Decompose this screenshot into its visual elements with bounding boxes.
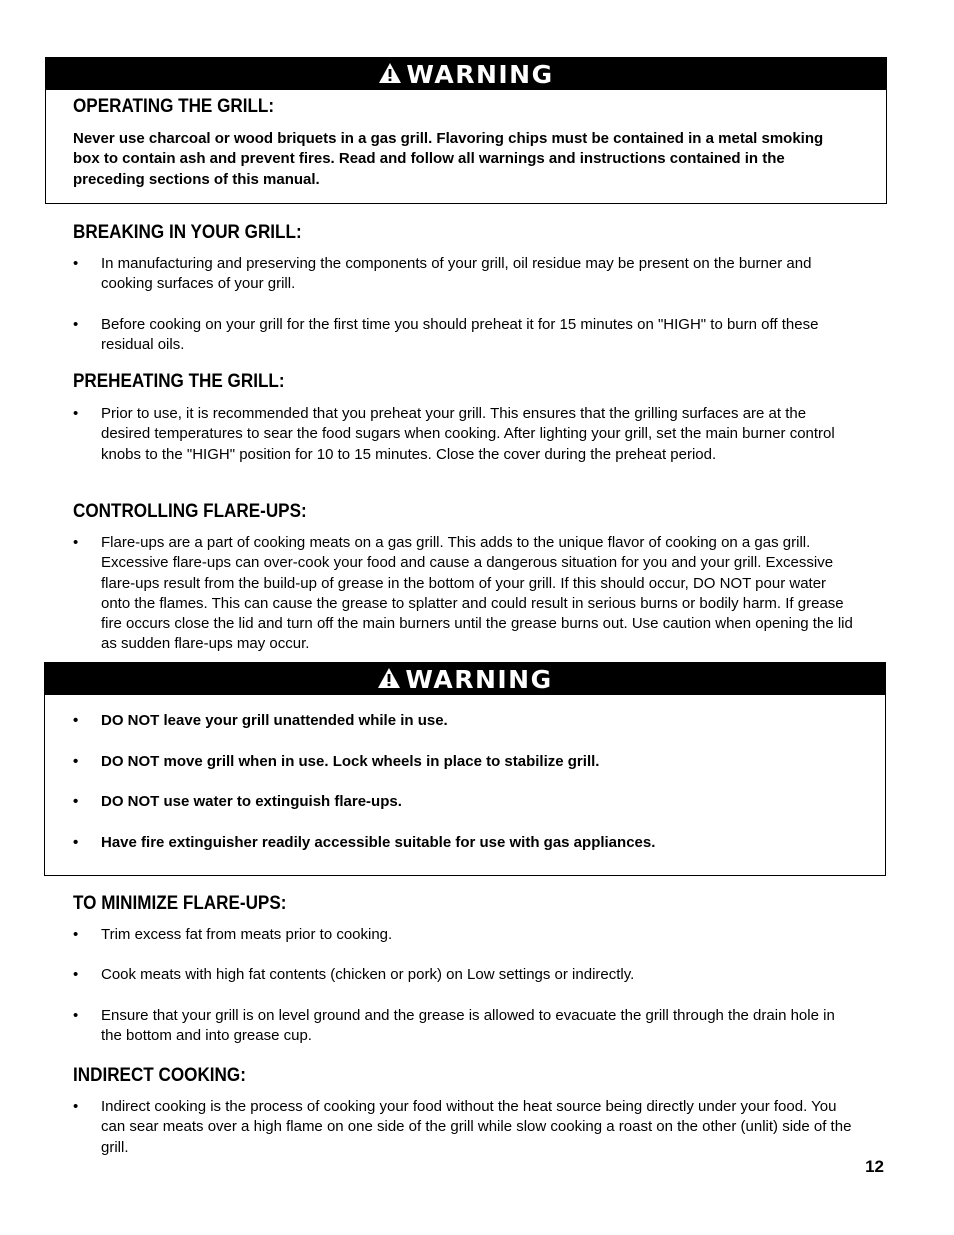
list-item [73,965,853,985]
operating-text: Never use charcoal or wood briquets in a gas grill. Flavoring chips must be contained in a metal smoking box to contain ash and prevent fires. Read and follow all warnings and instructions contained in the preceding sections of this manual. [73,130,824,188]
bullet-text: Have fire extinguisher readily accessible suitable for use with gas appliances. [101,834,656,851]
warning-triangle-icon [378,62,402,84]
indirect-heading: INDIRECT COOKING: [73,1065,246,1086]
bullet-icon: • [73,1007,79,1024]
bullet-icon: • [73,926,79,943]
bullet-text: Prior to use, it is recommended that you preheat your grill. This ensures that the grilling surfaces are at the desired temperatures to sear the food sugars when cooking. After lighting your grill, set the main burner control knobs to the "HIGH" position for 10 to 15 minutes. Close the cover during the preheat period. [101,405,835,463]
minimize-heading: TO MINIMIZE FLARE-UPS: [73,893,287,914]
bullet-text: Cook meats with high fat contents (chicken or pork) on Low settings or indirectly. [101,966,635,983]
bullet-icon: • [73,405,79,422]
bullet-icon: • [73,255,79,272]
bullet-text: Ensure that your grill is on level ground and the grease is allowed to evacuate the grill through the drain hole in the bottom and into grease cup. [101,1007,835,1045]
list-item [73,1006,853,1047]
bullet-icon: • [73,712,79,729]
warning-banner [45,663,885,695]
bullet-text: DO NOT move grill when in use. Lock wheels in place to stabilize grill. [101,753,600,770]
bullet-icon: • [73,966,79,983]
warning-triangle-icon [377,667,401,689]
list-item [73,833,853,853]
flareups-heading: CONTROLLING FLARE-UPS: [73,501,307,522]
bullet-text: DO NOT use water to extinguish flare-ups. [101,793,402,810]
operating-heading: OPERATING THE GRILL: [73,96,275,117]
page-number: 12 [865,1157,884,1176]
bullet-icon: • [73,793,79,810]
bullet-icon: • [73,534,79,551]
bullet-icon: • [73,1098,79,1115]
bullet-text: Before cooking on your grill for the first time you should preheat it for 15 minutes on "HIGH" to burn off these residual oils. [101,316,819,354]
list-item [73,315,853,356]
bullet-icon: • [73,316,79,333]
bullet-text: DO NOT leave your grill unattended while in use. [101,712,448,729]
warning-label: WARNING [406,59,554,89]
breaking-in-heading: BREAKING IN YOUR GRILL: [73,222,302,243]
bullet-text: In manufacturing and preserving the components of your grill, oil residue may be present on the burner and cooking surfaces of your grill. [101,255,812,293]
warning-banner [46,58,886,90]
list-item [73,752,853,772]
bullet-text: Indirect cooking is the process of cooking your food without the heat source being directly under your food. You can sear meats over a high flame on one side of the grill while slow cooking a roast on the other (unlit) side of the grill. [101,1098,852,1156]
bullet-text: Trim excess fat from meats prior to cooking. [101,926,393,943]
list-item [73,254,853,295]
list-item [73,711,853,731]
warning-label: WARNING [405,664,553,694]
list-item [73,792,853,812]
bullet-icon: • [73,753,79,770]
list-item [73,533,853,655]
preheating-heading: PREHEATING THE GRILL: [73,371,285,392]
list-item [73,404,853,465]
bullet-text: Flare-ups are a part of cooking meats on a gas grill. This adds to the unique flavor of cooking on a gas grill. Excessive flare-ups can over-cook your food and cause a dangerous situation for you and your grill. Excessive flare-ups result from the build-up of grease in the bottom of your grill. If this should occur, DO NOT pour water onto the flames. This can cause the grease to splatter and could result in serious burns or bodily harm. If grease fire occurs close the lid and turn off the main burners until the grease burns out. Use caution when opening the lid as sudden flare-ups may occur. [101,534,853,653]
list-item [73,925,853,945]
list-item [73,1097,853,1158]
bullet-icon: • [73,834,79,851]
